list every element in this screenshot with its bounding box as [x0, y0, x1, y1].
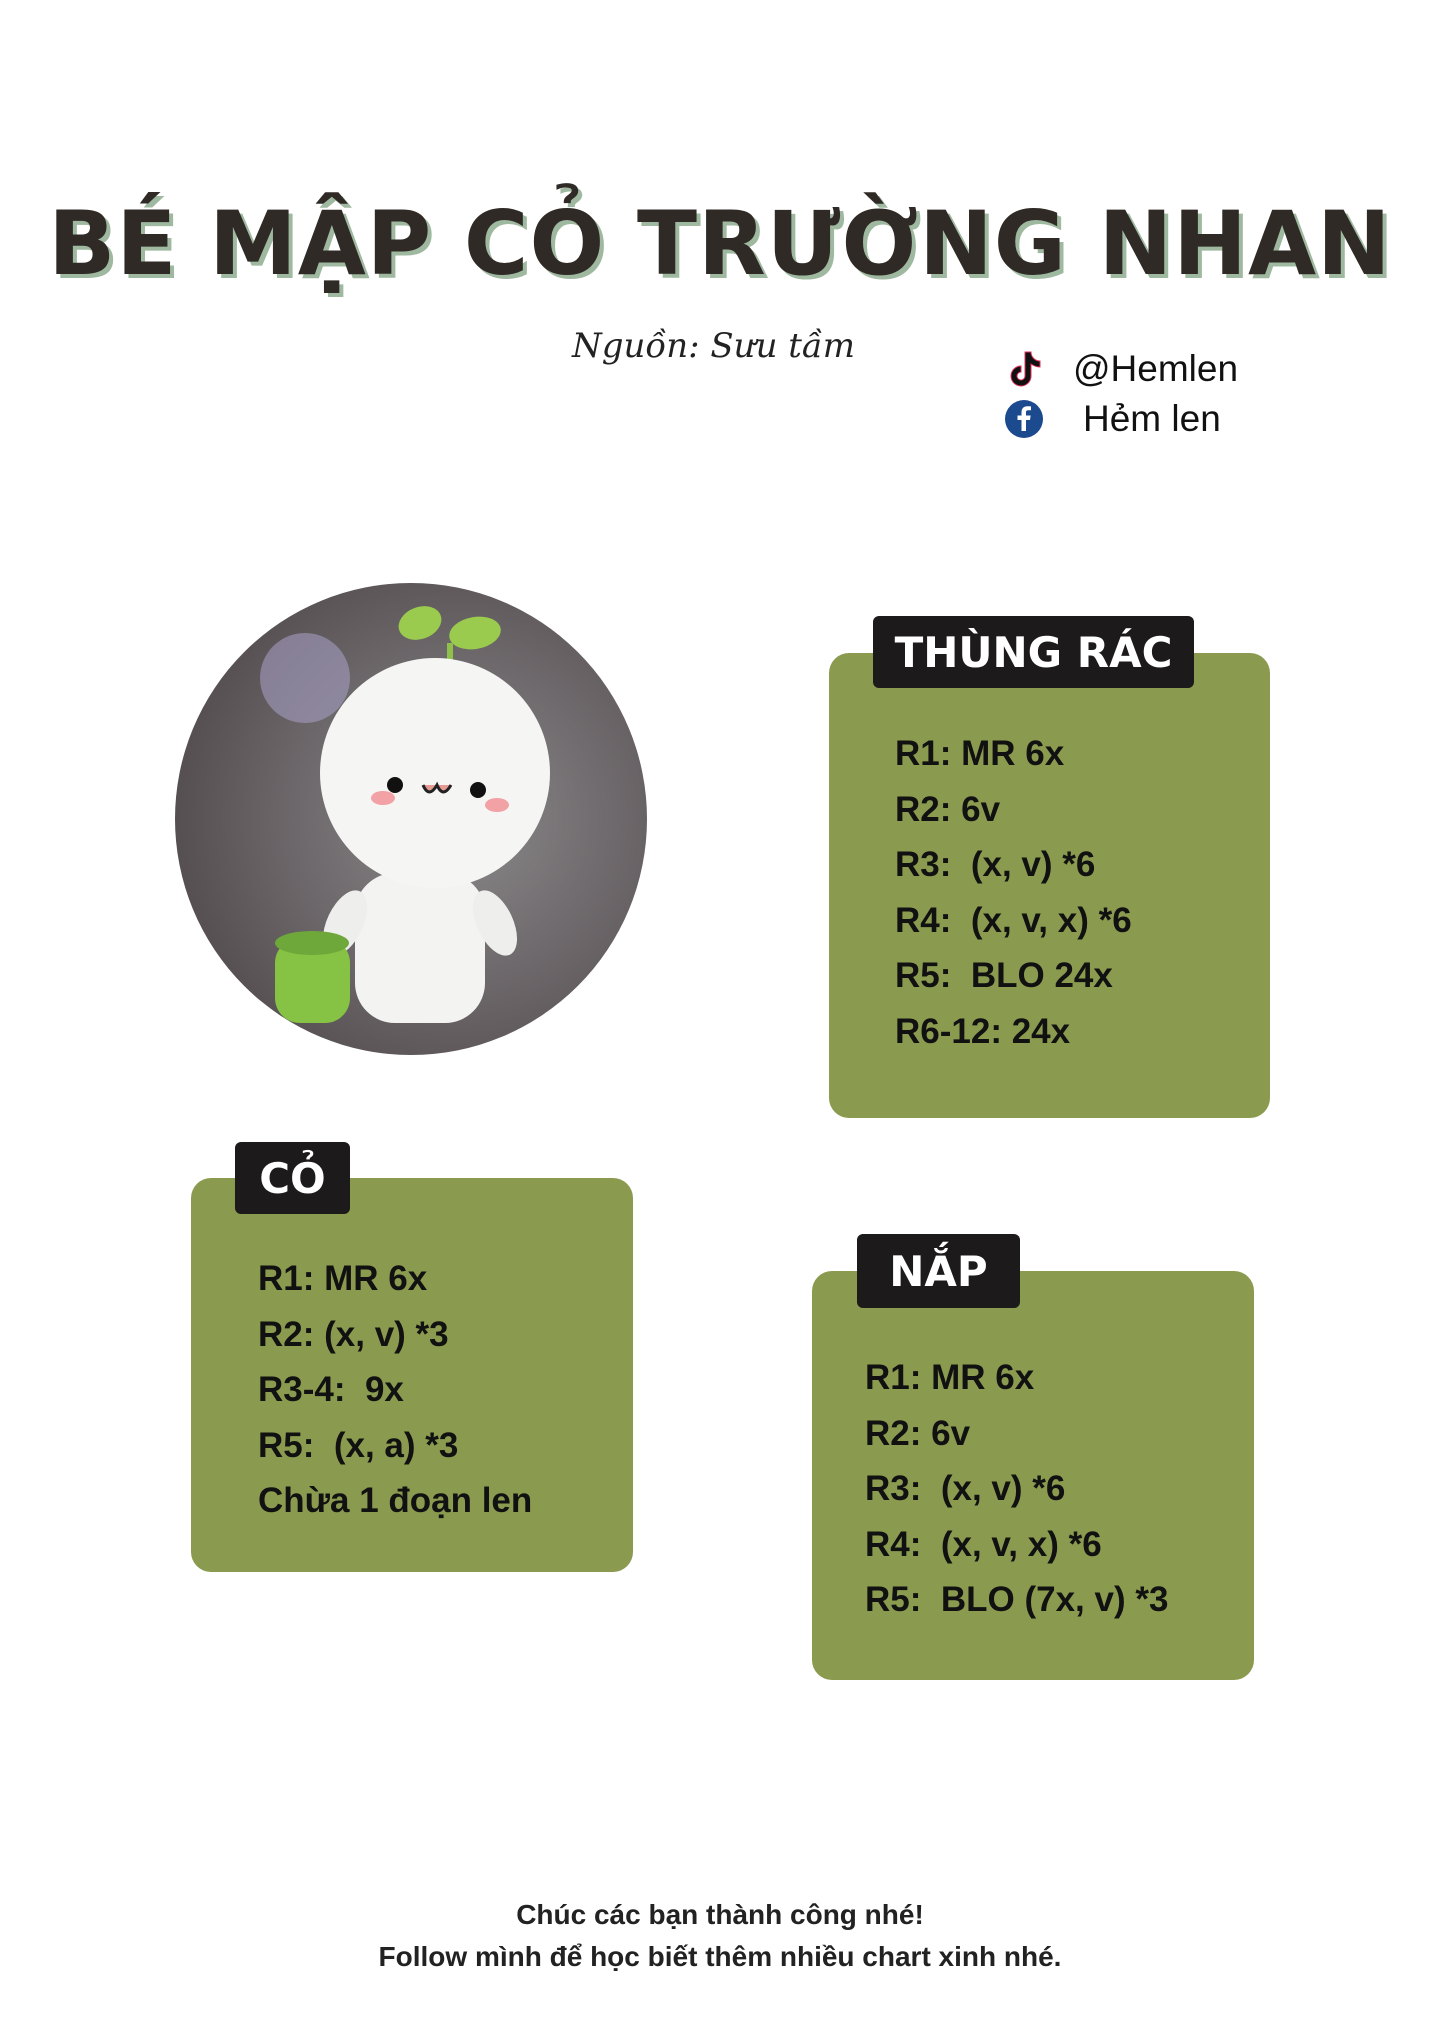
tiktok-icon: [1005, 350, 1043, 388]
row: R3: (x, v) *6: [895, 845, 1096, 884]
label-co: CỎ: [235, 1142, 350, 1214]
label-thung-rac: THÙNG RÁC: [873, 616, 1194, 688]
row: R2: (x, v) *3: [258, 1314, 449, 1354]
rows-thung-rac: [895, 726, 1132, 1059]
facebook-link[interactable]: [1005, 398, 1221, 440]
amigurumi-photo: [175, 583, 647, 1055]
row: R5: BLO (7x, v) *3: [865, 1580, 1169, 1619]
row: Chừa 1 đoạn len: [258, 1481, 533, 1520]
row: R3: (x, v) *6: [865, 1469, 1066, 1508]
row: R1: MR 6x: [258, 1259, 428, 1298]
rows-co: [258, 1251, 532, 1529]
row: R3-4: 9x: [258, 1370, 404, 1409]
row: R1: MR 6x: [895, 734, 1065, 773]
page-title: BÉ MẬP CỎ TRƯỜNG NHAN: [48, 192, 1392, 295]
footer-line-1: Chúc các bạn thành công nhé!: [516, 1899, 924, 1930]
row: R5: BLO 24x: [895, 956, 1113, 995]
row: R2: 6v: [895, 789, 1001, 829]
row: R1: MR 6x: [865, 1358, 1035, 1397]
source-credit: Nguồn: Sưu tầm: [572, 326, 856, 366]
row: R4: (x, v, x) *6: [895, 900, 1132, 940]
facebook-handle: Hẻm len: [1083, 398, 1221, 439]
tiktok-link[interactable]: [1005, 348, 1238, 390]
row: R4: (x, v, x) *6: [865, 1524, 1102, 1564]
row: R6-12: 24x: [895, 1011, 1071, 1051]
footer-line-2: Follow mình để học biết thêm nhiều chart xinh nhé.: [378, 1941, 1062, 1972]
row: R5: (x, a) *3: [258, 1425, 459, 1465]
label-nap: NẮP: [857, 1234, 1020, 1308]
facebook-icon: [1005, 400, 1043, 438]
rows-nap: [865, 1350, 1168, 1628]
tiktok-handle: @Hemlen: [1073, 348, 1239, 389]
row: R2: 6v: [865, 1413, 971, 1453]
